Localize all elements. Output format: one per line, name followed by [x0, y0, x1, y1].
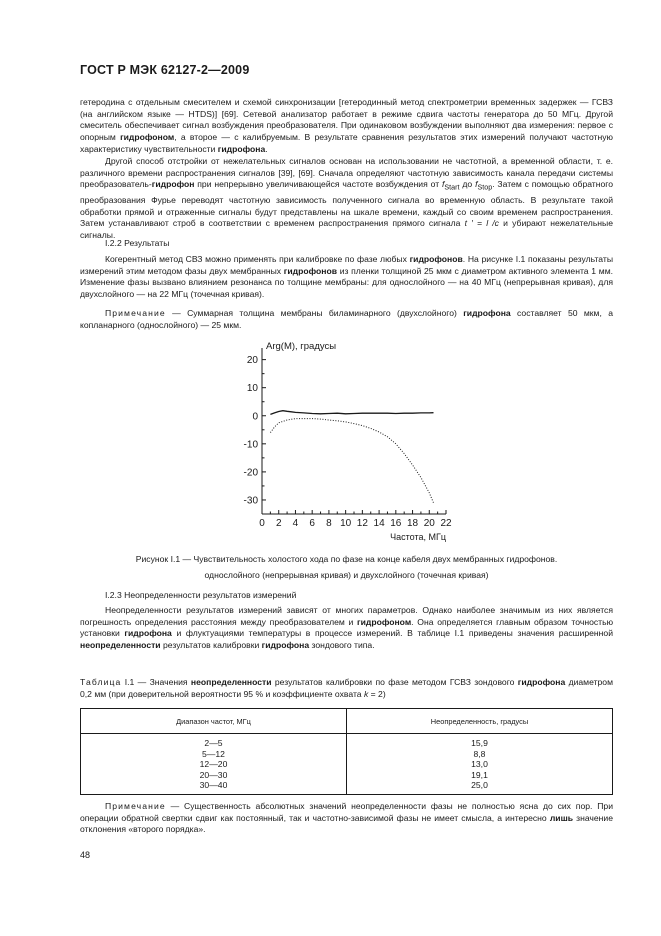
- paragraph-coherent-method: [80, 254, 613, 301]
- x-tick-label: 12: [356, 518, 368, 529]
- text-run: = 2): [368, 688, 386, 699]
- table-title: [80, 677, 613, 700]
- text-run: гидрофоном: [120, 132, 175, 143]
- x-tick-label: 4: [292, 518, 299, 529]
- text-run: .: [265, 143, 268, 154]
- table-body-row: [81, 734, 613, 795]
- x-tick-label: 8: [326, 518, 332, 529]
- y-tick-label: 0: [252, 411, 258, 423]
- text-run: t ′ = l /c: [464, 218, 499, 229]
- text-run: — Суммарная толщина мембраны биламинарного (двухслойного): [165, 308, 464, 318]
- section-heading-results: I.2.2 Результаты: [105, 238, 170, 248]
- note-phase-significance: [80, 801, 613, 836]
- table-header-frequency: Диапазон частот, МГц: [81, 709, 347, 734]
- x-tick-label: 0: [259, 518, 265, 529]
- text-run: . На рисунке I.1 показаны результаты измерений этим методом фазы двух мембранных: [80, 254, 613, 276]
- text-run: . Она определяется главным образом точностью установки: [80, 616, 614, 639]
- phase-chart: [230, 336, 470, 544]
- document-header: ГОСТ Р МЭК 62127-2—2009: [80, 63, 250, 77]
- paragraph-htds: [80, 97, 613, 156]
- text-run: f: [475, 179, 478, 190]
- uncertainty-column: [347, 734, 613, 795]
- text-run: и убирают нежелательные сигналы.: [80, 218, 613, 240]
- text-run: гидрофона: [261, 640, 310, 651]
- table-cell-frequency: 20—30: [199, 769, 228, 780]
- x-tick-label: 20: [423, 518, 435, 529]
- text-run: при непрерывно увеличивающейся частоте возбуждения от: [194, 179, 443, 190]
- text-run: гетеродина с отдельным смесителем и схемой синхронизации [гетеродинный метод спектрометрии временных задержек — ГСВЗ (на английском языке — HTDS)] [69]. Сетевой анализатор работает в режиме сдвига частоты генератора до 50 МГц. Другой смеситель обеспечивает сигнал возбуждения преобразователя. При одинаковом возбуждении выполняют два измерения: первое с опорным: [80, 97, 613, 143]
- paragraph-uncertainty: [80, 605, 613, 652]
- table-header-uncertainty: Неопределенность, градусы: [347, 709, 613, 734]
- series-solid-curve: [270, 411, 433, 415]
- text-run: , а второе — с калибруемым. В результате сравнения результатов этих измерений получают частотную характеристику чувствительности: [80, 132, 613, 154]
- table-cell-uncertainty: 8,8: [473, 748, 486, 759]
- text-run: . Затем с помощью обратного преобразования Фурье переводят частотную зависимость полученного сигнала во временную область. В результате такой обработки прямой и отраженные сигналы будут представлены на шкале времени, каждый со своим временем распространения. Затем устанавливают строб в соответствии с временем распространения прямого сигнала: [80, 179, 613, 229]
- text-run: Start: [444, 184, 460, 193]
- text-run: результатов калибровки по фазе методом ГСВЗ зондового: [271, 677, 518, 687]
- x-tick-label: 14: [373, 518, 385, 529]
- text-run: результатов калибровки: [160, 640, 262, 651]
- text-run: значение отклонения «второго порядка».: [80, 812, 614, 835]
- chart-series: [270, 411, 433, 503]
- text-run: из пленки толщиной 25 мкм с диаметром активного элемента 1 мм. Изменение фазы вызвано влиянием резонанса по толщине мембраны: для однослойного — на 40 МГц (непрерывная кривая), для двухслойного — на 22 МГц (точечная кривая).: [80, 265, 613, 300]
- text-run: Неопределенности результатов измерений зависят от многих параметров. Однако наиболее значимым из них является погрешность определения расстояния между преобразователем и: [80, 605, 613, 627]
- text-run: гидрофоном: [357, 616, 412, 627]
- y-axis-label: Arg(M), градусы: [266, 341, 337, 352]
- table-label: Таблица: [80, 677, 122, 687]
- y-tick-label: 10: [246, 383, 258, 395]
- note-label: Примечание: [105, 801, 166, 811]
- chart-axes: [244, 348, 452, 529]
- figure-caption: [80, 551, 613, 583]
- table-cell-frequency: 12—20: [199, 759, 228, 769]
- text-run: Когерентный метод СВЗ можно применять при калибровке по фазе любых: [105, 254, 410, 264]
- table-cell-frequency: 2—5: [204, 738, 223, 748]
- x-tick-label: 22: [440, 518, 452, 529]
- text-run: гидрофона: [517, 677, 566, 687]
- text-run: неопределенности: [80, 640, 161, 651]
- x-tick-label: 18: [406, 518, 419, 529]
- text-run: гидрофонов: [283, 265, 337, 276]
- y-tick-label: -30: [243, 495, 258, 507]
- uncertainty-table: [80, 708, 613, 795]
- text-run: f: [442, 179, 445, 190]
- frequency-column: [81, 734, 347, 795]
- text-run: неопределенности: [190, 677, 272, 687]
- text-run: зондового типа.: [309, 640, 375, 651]
- x-tick-label: 10: [340, 518, 352, 529]
- text-run: до: [459, 179, 476, 190]
- text-run: гидрофона: [463, 308, 511, 318]
- text-run: I.1 — Значения: [121, 677, 191, 687]
- note-membrane-thickness: [80, 308, 613, 331]
- text-run: и флуктуациями температуры в процессе измерений. В таблице I.1 приведены значения расширенной: [171, 628, 613, 639]
- table-cell-frequency: 30—40: [199, 780, 228, 790]
- text-run: составляет 50 мкм, а копланарного (однослойного) — 25 мкм.: [80, 308, 613, 330]
- y-tick-label: 20: [246, 355, 258, 367]
- figure-caption-line-1: Рисунок I.1 — Чувствительность холостого хода по фазе на конце кабеля двух мембранных гидрофонов.: [135, 554, 558, 564]
- text-run: гидрофонов: [409, 254, 463, 264]
- figure-caption-line-2: однослойного (непрерывная кривая) и двухслойного (точечная кривая): [204, 570, 489, 580]
- text-run: лишь: [549, 812, 574, 823]
- x-tick-label: 6: [309, 518, 315, 529]
- text-run: гидрофона: [124, 628, 172, 639]
- text-run: диаметром 0,2 мм (при доверительной вероятности 95 % и коэффициенте охвата: [80, 677, 613, 699]
- text-run: гидрофона: [217, 143, 266, 154]
- x-axis-label: Частота, МГц: [390, 532, 446, 542]
- text-run: — Существенность абсолютных значений неопределенности фазы не полностью ясна до сих пор. При операции обратной свертки сдвиг как постоянный, так и частотно-зависимой фазы не имеет смысла, а интересно: [80, 801, 613, 823]
- section-heading-uncertainty: I.2.3 Неопределенности результатов измерений: [105, 590, 297, 600]
- table-cell-uncertainty: 19,1: [471, 769, 488, 780]
- page-number: 48: [80, 850, 91, 860]
- paragraph-time-domain: [80, 156, 613, 242]
- text-run: k: [363, 688, 369, 699]
- y-tick-label: -10: [243, 439, 258, 451]
- note-label: Примечание: [105, 308, 166, 318]
- text-run: Stop: [477, 184, 493, 193]
- text-run: Другой способ отстройки от нежелательных сигналов основан на использовании не частотной, а временной области, т. е. различного времени распространения сигналов [39], [69]. Сначала определяют частотную зависимость канала передачи системы преобразователь-: [80, 156, 613, 190]
- series-dotted-curve: [270, 419, 433, 503]
- table-cell-uncertainty: 15,9: [471, 738, 488, 748]
- table-cell-uncertainty: 25,0: [471, 780, 488, 790]
- x-tick-label: 16: [390, 518, 402, 529]
- y-tick-label: -20: [243, 467, 258, 479]
- x-tick-label: 2: [275, 518, 282, 529]
- table-cell-uncertainty: 13,0: [471, 759, 488, 769]
- text-run: гидрофон: [151, 179, 195, 190]
- table-cell-frequency: 5—12: [202, 748, 225, 759]
